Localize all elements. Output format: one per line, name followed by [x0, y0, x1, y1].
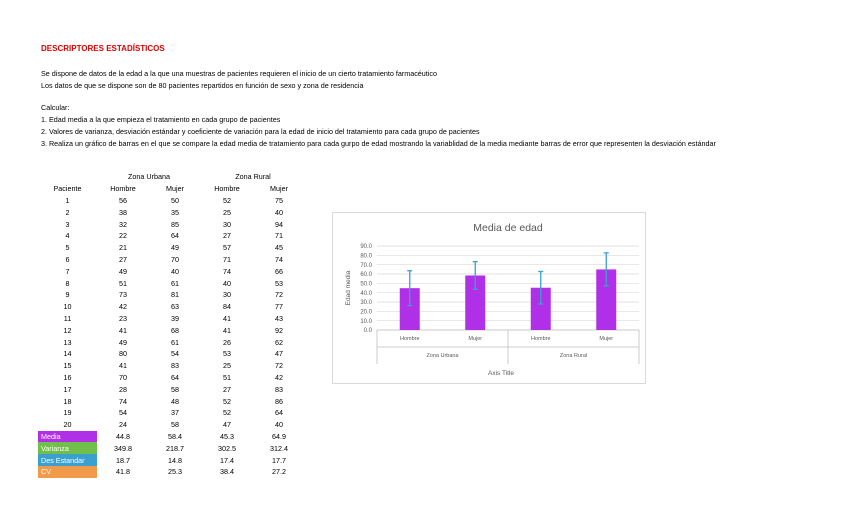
table-cell: 64: [171, 231, 179, 241]
stat-value: 45.3: [220, 431, 234, 441]
table-cell: 52: [223, 408, 231, 418]
y-tick-label: 40.0: [360, 290, 372, 297]
column-header: Hombre: [214, 184, 240, 194]
table-cell: 2: [65, 207, 70, 217]
table-cell: 3: [65, 219, 70, 229]
y-tick-label: 90.0: [360, 244, 372, 251]
table-cell: 64: [275, 408, 283, 418]
table-cell: 52: [223, 396, 231, 406]
stat-value: 349.8: [114, 443, 132, 453]
stat-row: [38, 454, 305, 466]
task-1: 1. Edad media a la que empieza el tratamiento en cada grupo de pacientes: [41, 115, 281, 124]
y-tick-label: 80.0: [360, 253, 372, 260]
table-cell: 25: [223, 361, 231, 371]
table-cell: 27: [223, 231, 231, 241]
table-cell: 54: [171, 349, 179, 359]
stat-label: Des Estandar: [38, 454, 97, 466]
table-row: [38, 195, 305, 207]
table-cell: 74: [119, 396, 127, 406]
table-row: [38, 395, 305, 407]
table-cell: 63: [171, 302, 179, 312]
table-cell: 51: [119, 278, 127, 288]
stat-value: 302.5: [218, 443, 236, 453]
table-cell: 35: [171, 207, 179, 217]
table-cell: 6: [65, 254, 70, 264]
column-header: Mujer: [270, 184, 288, 194]
table-row: [38, 242, 305, 254]
table-cell: 74: [223, 266, 231, 276]
table-cell: 8: [65, 278, 70, 288]
table-cell: 32: [119, 219, 127, 229]
table-cell: 24: [119, 420, 127, 430]
x-tick-label: Mujer: [468, 336, 483, 342]
table-cell: 51: [223, 372, 231, 382]
stat-value: 17.4: [220, 455, 234, 465]
data-table: [38, 171, 305, 478]
table-cell: 58: [171, 420, 179, 430]
table-cell: 14: [63, 349, 72, 359]
doc-title: DESCRIPTORES ESTADÍSTICOS: [41, 44, 165, 53]
table-cell: 17: [63, 384, 72, 394]
table-cell: 38: [119, 207, 127, 217]
table-cell: 27: [119, 254, 127, 264]
table-cell: 42: [119, 302, 127, 312]
table-cell: 28: [119, 384, 127, 394]
chart-svg: [333, 213, 645, 383]
column-header: Hombre: [110, 184, 136, 194]
stat-value: 14.8: [168, 455, 182, 465]
stat-value: 27.2: [272, 467, 286, 477]
table-cell: 62: [275, 337, 283, 347]
stat-value: 64.9: [272, 431, 286, 441]
task-2: 2. Valores de varianza, desviación estándar y coeficiente de variación para la edad de inicio del tratamiento para cada grupo de pacientes: [41, 127, 480, 136]
calc-label: Calcular:: [41, 103, 70, 112]
table-cell: 11: [63, 313, 72, 323]
table-cell: 57: [223, 243, 231, 253]
chart-title: Media de edad: [473, 222, 543, 234]
table-cell: 81: [171, 290, 179, 300]
table-cell: 22: [119, 231, 127, 241]
table-cell: 15: [63, 361, 72, 371]
zone-header: Zona Rural: [235, 172, 271, 182]
y-tick-label: 30.0: [360, 300, 372, 307]
stat-label: Media: [38, 431, 97, 443]
stat-value: 58.4: [168, 431, 182, 441]
table-row: [38, 336, 305, 348]
table-cell: 41: [119, 361, 127, 371]
table-cell: 70: [171, 254, 179, 264]
table-cell: 40: [223, 278, 231, 288]
column-header: Mujer: [166, 184, 184, 194]
x-tick-label: Mujer: [599, 336, 614, 342]
table-cell: 74: [275, 254, 283, 264]
table-cell: 71: [223, 254, 231, 264]
table-cell: 13: [63, 337, 72, 347]
stat-value: 17.7: [272, 455, 286, 465]
group-label: Zona Urbana: [426, 353, 459, 359]
zone-header: Zona Urbana: [128, 172, 170, 182]
table-cell: 39: [171, 313, 179, 323]
column-header-row: [38, 183, 305, 195]
table-cell: 48: [171, 396, 179, 406]
table-cell: 5: [65, 243, 70, 253]
x-tick-label: Hombre: [399, 336, 420, 342]
table-row: [38, 419, 305, 431]
intro-line-2: Los datos de que se dispone son de 80 pacientes repartidos en función de sexo y zona de residencia: [41, 81, 364, 90]
table-cell: 83: [171, 361, 179, 371]
table-cell: 64: [171, 372, 179, 382]
table-cell: 42: [275, 372, 283, 382]
table-cell: 72: [275, 361, 283, 371]
stat-value: 44.8: [116, 431, 130, 441]
table-cell: 50: [171, 195, 179, 205]
table-cell: 47: [223, 420, 231, 430]
x-axis-title: Axis Title: [487, 370, 515, 377]
y-tick-label: 0.0: [363, 328, 372, 335]
y-tick-label: 70.0: [360, 262, 372, 269]
table-cell: 30: [223, 219, 231, 229]
stat-value: 25.3: [168, 467, 182, 477]
table-cell: 86: [275, 396, 283, 406]
stat-row: [38, 442, 305, 454]
table-cell: 20: [63, 420, 72, 430]
group-label: Zona Rural: [559, 353, 588, 359]
table-cell: 41: [119, 325, 127, 335]
table-cell: 77: [275, 302, 283, 312]
table-cell: 47: [275, 349, 283, 359]
y-tick-label: 10.0: [360, 318, 372, 325]
task-3: 3. Realiza un gráfico de barras en el que se compare la edad media de tratamiento para cada gurpo de edad mostrando la variablidad de la media mediante barras de error que representen la desviación estándar: [41, 139, 716, 148]
table-cell: 53: [275, 278, 283, 288]
table-cell: 49: [119, 337, 127, 347]
x-tick-label: Hombre: [530, 336, 551, 342]
table-cell: 16: [63, 372, 72, 382]
table-row: [38, 324, 305, 336]
table-cell: 41: [223, 325, 231, 335]
stat-value: 18.7: [116, 455, 130, 465]
table-cell: 52: [223, 195, 231, 205]
table-row: [38, 254, 305, 266]
table-cell: 4: [65, 231, 70, 241]
table-row: [38, 313, 305, 325]
table-row: [38, 265, 305, 277]
bar-chart[interactable]: [332, 212, 646, 384]
table-cell: 68: [171, 325, 179, 335]
table-cell: 23: [119, 313, 127, 323]
table-cell: 40: [275, 420, 283, 430]
table-cell: 41: [223, 313, 231, 323]
table-row: [38, 230, 305, 242]
table-row: [38, 383, 305, 395]
y-tick-label: 60.0: [360, 272, 372, 279]
table-cell: 49: [171, 243, 179, 253]
table-cell: 84: [223, 302, 231, 312]
table-cell: 43: [275, 313, 283, 323]
table-cell: 70: [119, 372, 127, 382]
stat-value: 312.4: [270, 443, 288, 453]
table-cell: 19: [63, 408, 72, 418]
table-row: [38, 206, 305, 218]
table-row: [38, 348, 305, 360]
stat-label: CV: [38, 466, 97, 478]
intro-line-1: Se dispone de datos de la edad a la que una muestras de pacientes requieren el inicio de un cierto tratamiento farmacéutico: [41, 69, 437, 78]
table-cell: 37: [171, 408, 179, 418]
table-cell: 56: [119, 195, 127, 205]
table-cell: 61: [171, 278, 179, 288]
y-axis-label: Edad media: [345, 270, 352, 306]
table-cell: 66: [275, 266, 283, 276]
table-cell: 10: [63, 302, 72, 312]
stat-label: Varianza: [38, 442, 97, 454]
table-cell: 25: [223, 207, 231, 217]
table-cell: 72: [275, 290, 283, 300]
stat-value: 218.7: [166, 443, 184, 453]
table-cell: 85: [171, 219, 179, 229]
table-cell: 71: [275, 231, 283, 241]
table-cell: 94: [275, 219, 283, 229]
table-cell: 80: [119, 349, 127, 359]
table-cell: 40: [171, 266, 179, 276]
table-cell: 49: [119, 266, 127, 276]
table-row: [38, 372, 305, 384]
table-cell: 58: [171, 384, 179, 394]
table-row: [38, 289, 305, 301]
table-cell: 83: [275, 384, 283, 394]
table-row: [38, 218, 305, 230]
table-cell: 21: [119, 243, 127, 253]
stat-value: 38.4: [220, 467, 234, 477]
column-header: Paciente: [53, 184, 82, 194]
table-cell: 75: [275, 195, 283, 205]
table-row: [38, 277, 305, 289]
table-cell: 54: [119, 408, 127, 418]
table-row: [38, 407, 305, 419]
table-cell: 61: [171, 337, 179, 347]
table-cell: 53: [223, 349, 231, 359]
table-cell: 27: [223, 384, 231, 394]
table-cell: 26: [223, 337, 231, 347]
table-cell: 1: [65, 195, 70, 205]
y-tick-label: 50.0: [360, 281, 372, 288]
table-cell: 92: [275, 325, 283, 335]
table-cell: 40: [275, 207, 283, 217]
table-cell: 9: [65, 290, 70, 300]
stat-row: [38, 466, 305, 478]
table-row: [38, 360, 305, 372]
table-row: [38, 301, 305, 313]
stat-row: [38, 431, 305, 443]
table-cell: 45: [275, 243, 283, 253]
table-cell: 12: [63, 325, 72, 335]
zone-header-row: [38, 171, 305, 183]
table-cell: 7: [65, 266, 70, 276]
table-cell: 30: [223, 290, 231, 300]
stat-value: 41.8: [116, 467, 130, 477]
table-cell: 73: [119, 290, 127, 300]
table-cell: 18: [63, 396, 72, 406]
y-tick-label: 20.0: [360, 309, 372, 316]
